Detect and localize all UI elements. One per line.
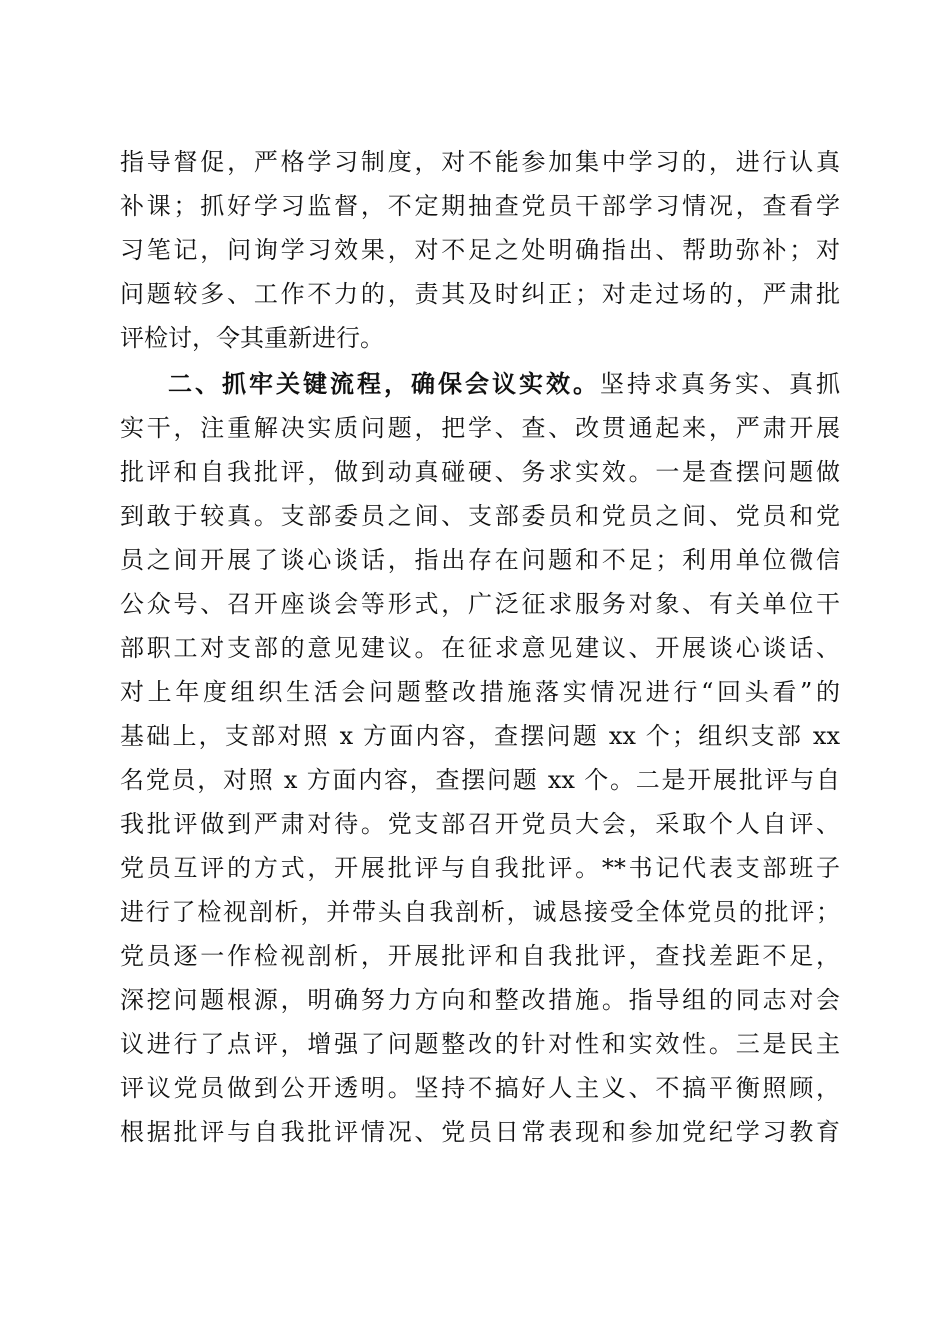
text-line: 实干，注重解决实质问题，把学、查、改贯通起来，严肃开展 bbox=[120, 414, 840, 442]
text-line-first bbox=[168, 362, 840, 406]
text-line: 基础上，支部对照 x 方面内容，查摆问题 xx 个；组织支部 xx bbox=[120, 722, 840, 750]
text-line: 进行了检视剖析，并带头自我剖析，诚恳接受全体党员的批评； bbox=[120, 898, 840, 926]
text-line: 批评和自我批评，做到动真碰硬、务求实效。一是查摆问题做 bbox=[120, 458, 840, 486]
text-line: 公众号、召开座谈会等形式，广泛征求服务对象、有关单位干 bbox=[120, 590, 840, 618]
text-line: 补课；抓好学习监督，不定期抽查党员干部学习情况，查看学 bbox=[120, 192, 840, 220]
text-line: 议进行了点评，增强了问题整改的针对性和实效性。三是民主 bbox=[120, 1030, 840, 1058]
text-line: 到敢于较真。支部委员之间、支部委员和党员之间、党员和党 bbox=[120, 502, 840, 530]
text-line: 部职工对支部的意见建议。在征求意见建议、开展谈心谈话、 bbox=[120, 634, 840, 662]
text-line: 问题较多、工作不力的，责其及时纠正；对走过场的，严肃批 bbox=[120, 280, 840, 308]
text-line: 习笔记，问询学习效果，对不足之处明确指出、帮助弥补；对 bbox=[120, 236, 840, 264]
text-line: 党员互评的方式，开展批评与自我批评。**书记代表支部班子 bbox=[120, 854, 840, 882]
text-line: 指导督促，严格学习制度，对不能参加集中学习的，进行认真 bbox=[120, 148, 840, 176]
text-line: 名党员，对照 x 方面内容，查摆问题 xx 个。二是开展批评与自 bbox=[120, 766, 840, 794]
text-line: 深挖问题根源，明确努力方向和整改措施。指导组的同志对会 bbox=[120, 986, 840, 1014]
text-line: 评议党员做到公开透明。坚持不搞好人主义、不搞平衡照顾， bbox=[120, 1074, 840, 1102]
text-line: 对上年度组织生活会问题整改措施落实情况进行“回头看”的 bbox=[120, 678, 840, 706]
text-line: 我批评做到严肃对待。党支部召开党员大会，采取个人自评、 bbox=[120, 810, 840, 838]
text-line: 员之间开展了谈心谈话，指出存在问题和不足；利用单位微信 bbox=[120, 546, 840, 574]
text-line: 党员逐一作检视剖析，开展批评和自我批评，查找差距不足， bbox=[120, 942, 840, 970]
text-line: 根据批评与自我批评情况、党员日常表现和参加党纪学习教育 bbox=[120, 1118, 840, 1146]
text-line: 评检讨，令其重新进行。 bbox=[120, 324, 384, 352]
heading-rest: 坚持求真务实、真抓 bbox=[600, 370, 840, 398]
section-heading: 二、抓牢关键流程，确保会议实效。 bbox=[168, 370, 600, 398]
